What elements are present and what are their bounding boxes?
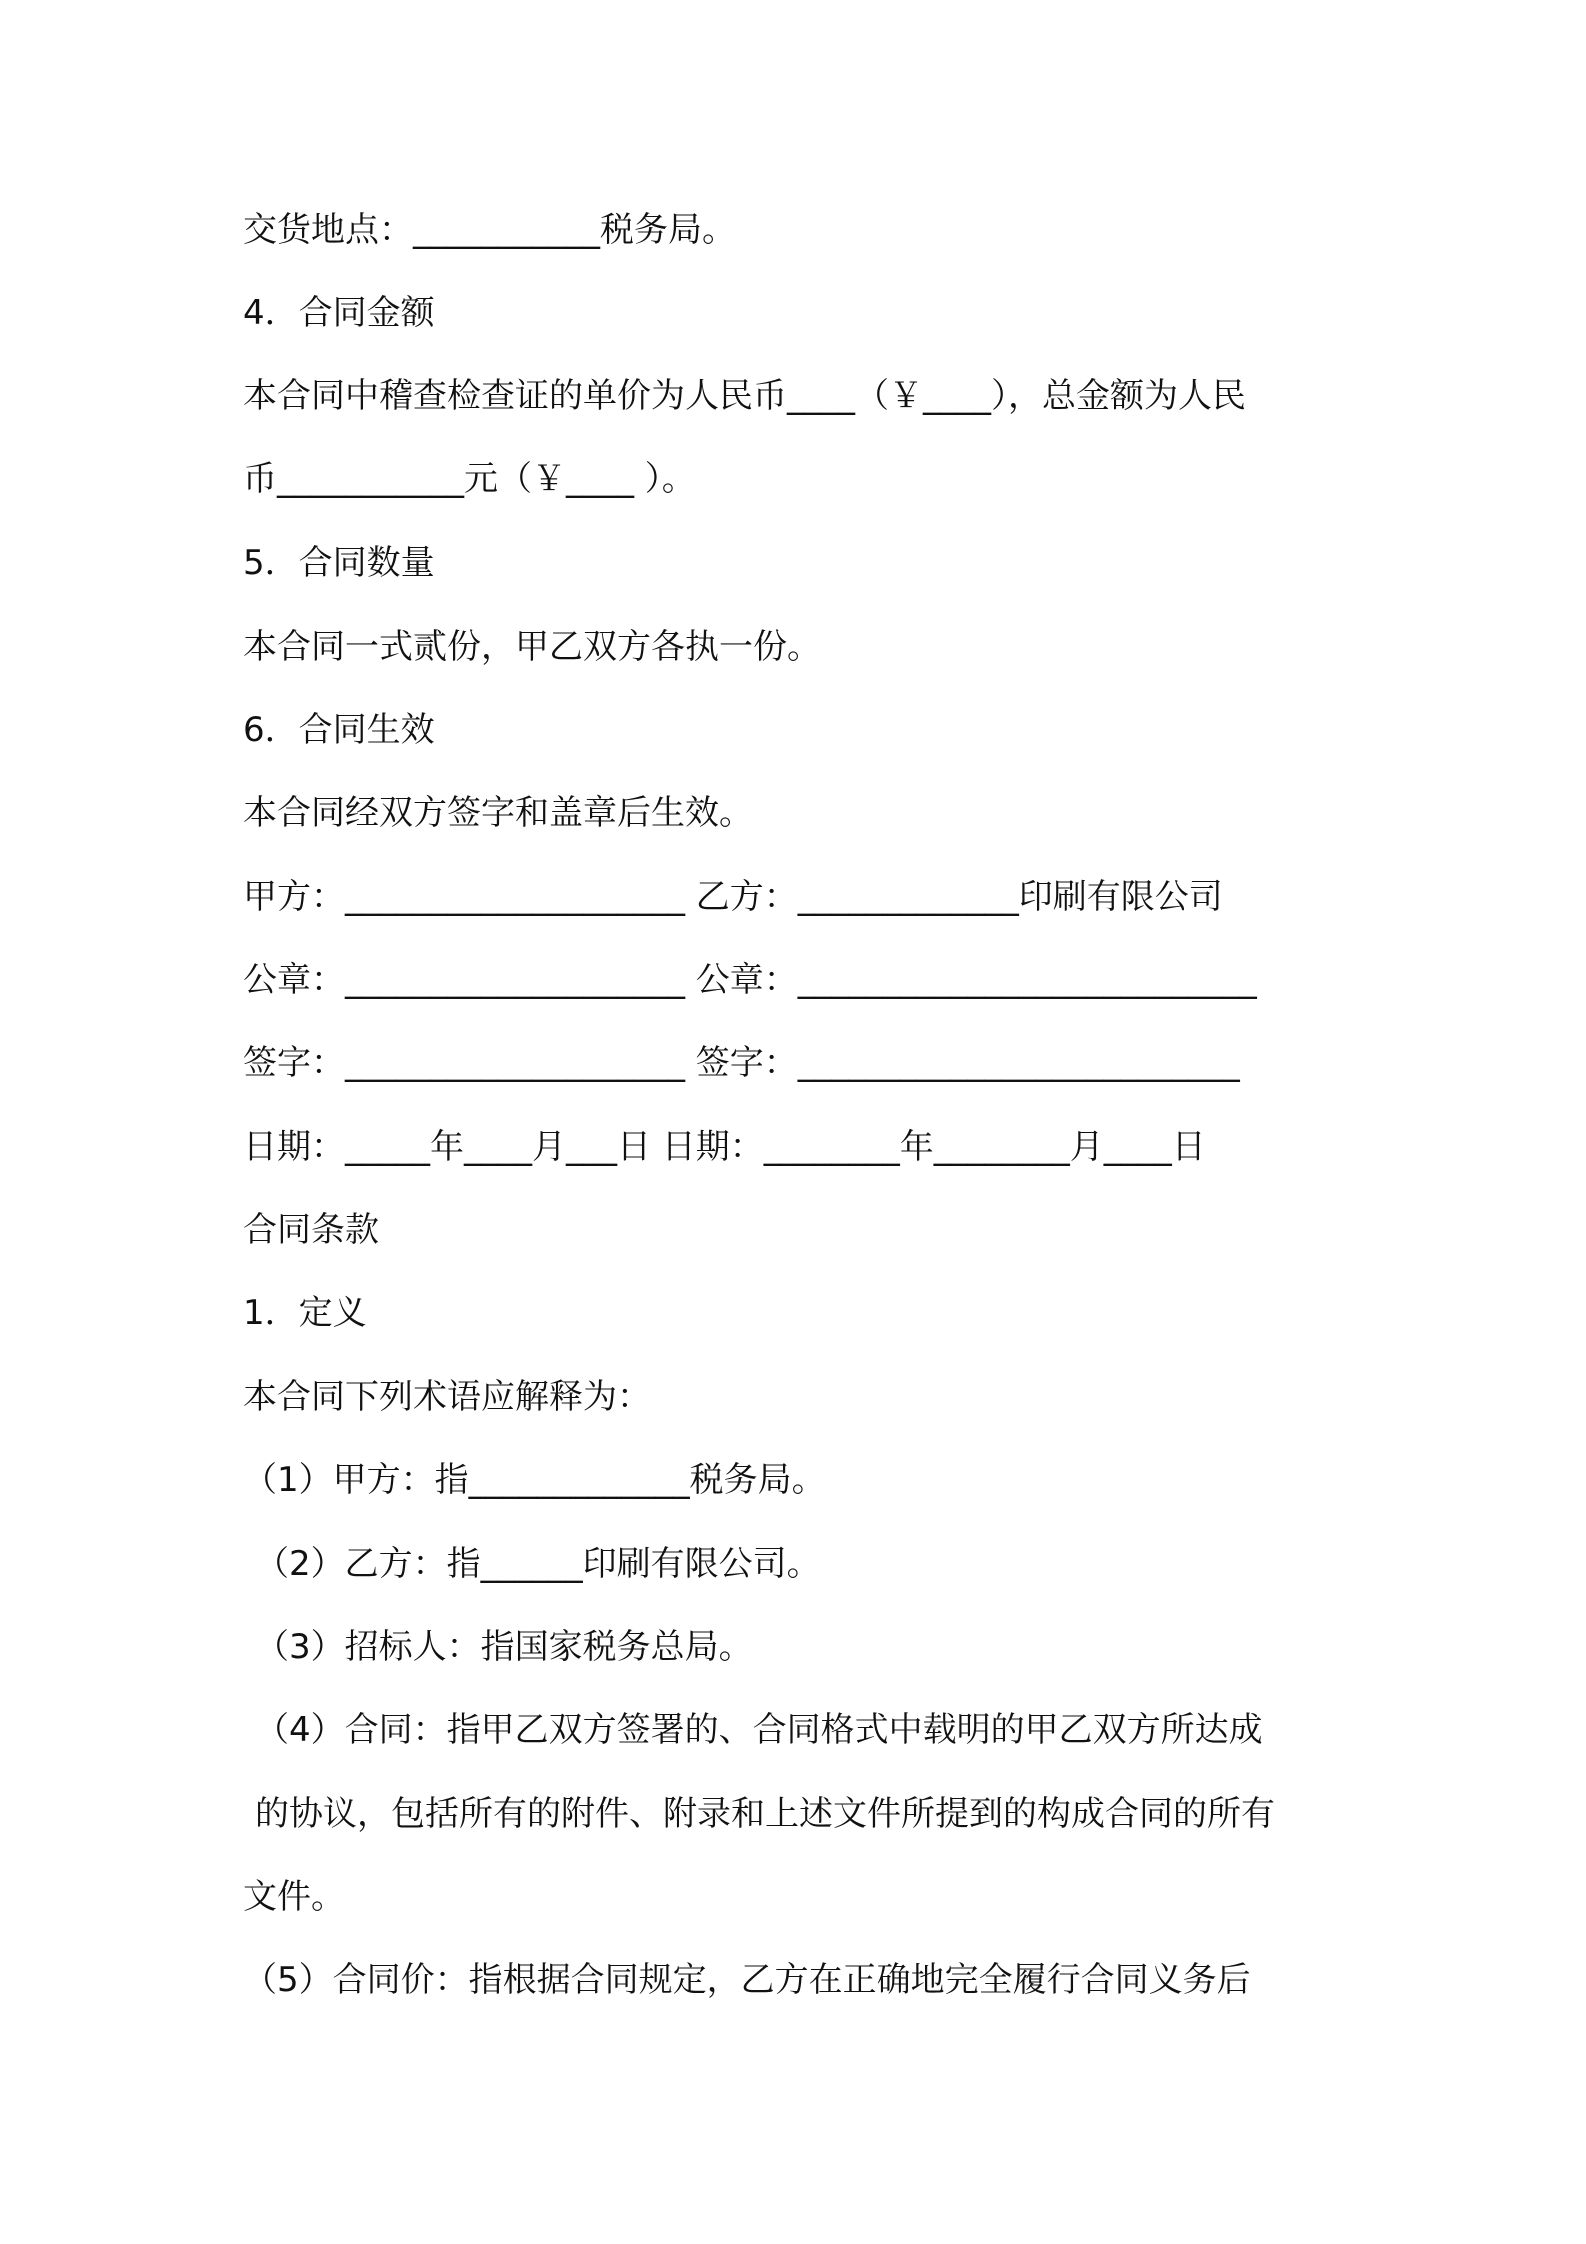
definition-item: （4）合同：指甲乙双方签署的、合同格式中载明的甲乙双方所达成 <box>255 1710 1263 1750</box>
seal-line: 公章：____________________ 公章：___________________________ <box>243 960 1257 1000</box>
section-heading-contract-effect: 6．合同生效 <box>243 710 435 750</box>
definition-item: （3）招标人：指国家税务总局。 <box>255 1627 753 1667</box>
definition-item: （5）合同价：指根据合同规定，乙方在正确地完全履行合同义务后 <box>243 1960 1251 2000</box>
section-heading-contract-terms: 合同条款 <box>243 1210 379 1250</box>
date-line: 日期：_____年____月___日 日期：________年________月____日 <box>243 1127 1206 1167</box>
paragraph-line: 本合同一式贰份，甲乙双方各执一份。 <box>243 627 821 667</box>
paragraph-line: 币___________元（￥____ ）。 <box>243 459 696 499</box>
party-line: 甲方：____________________ 乙方：_____________印刷有限公司 <box>243 877 1223 917</box>
paragraph-line: 的协议，包括所有的附件、附录和上述文件所提到的构成合同的所有 <box>255 1794 1275 1834</box>
section-heading-definitions: 1．定义 <box>243 1293 367 1333</box>
delivery-location-line: 交货地点：___________税务局。 <box>243 210 736 250</box>
paragraph-line: 文件。 <box>243 1877 345 1917</box>
definition-item: （2）乙方：指______印刷有限公司。 <box>255 1544 821 1584</box>
section-heading-contract-amount: 4．合同金额 <box>243 293 435 333</box>
signature-line: 签字：____________________ 签字：__________________________ <box>243 1043 1240 1083</box>
paragraph-line: 本合同经双方签字和盖章后生效。 <box>243 793 753 833</box>
section-heading-contract-quantity: 5．合同数量 <box>243 543 435 583</box>
paragraph-line: 本合同下列术语应解释为： <box>243 1377 651 1417</box>
definition-item: （1）甲方：指_____________税务局。 <box>243 1460 826 1500</box>
paragraph-line: 本合同中稽查检查证的单价为人民币____（￥____），总金额为人民 <box>243 376 1246 416</box>
